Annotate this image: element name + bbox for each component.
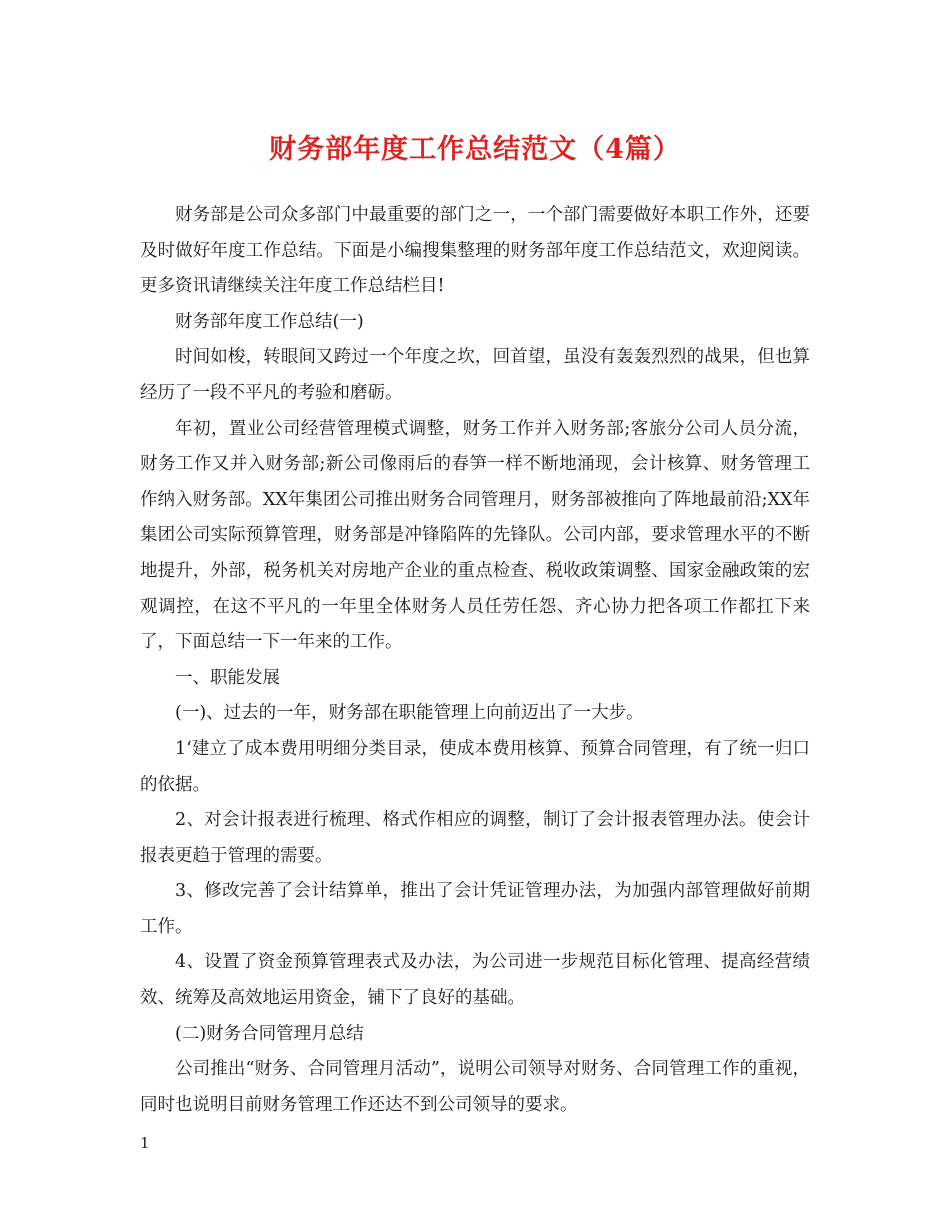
document-body <box>140 198 810 1123</box>
page-number: 1 <box>140 1134 150 1152</box>
list-item: 2、对会计报表进行梳理、格式作相应的调整，制订了会计报表管理办法。使会计报表更趋于管理的需要。 <box>140 810 810 866</box>
list-item: 4、设置了资金预算管理表式及办法，为公司进一步规范目标化管理、提高经营绩效、统筹及高效地运用资金，铺下了良好的基础。 <box>140 952 810 1009</box>
body-paragraph: 公司推出“财务、合同管理月活动”，说明公司领导对财务、合同管理工作的重视，同时也说明目前财务管理工作还达不到公司领导的要求。 <box>140 1059 810 1115</box>
section-heading-function-development: 一、职能发展 <box>175 667 280 688</box>
intro-paragraph: 财务部是公司众多部门中最重要的部门之一，一个部门需要做好本职工作外，还要及时做好年度工作总结。下面是小编搜集整理的财务部年度工作总结范文，欢迎阅读。更多资讯请继续关注年度工作总结栏目! <box>140 205 810 297</box>
subsection-heading: (一)、过去的一年，财务部在职能管理上向前迈出了一大步。 <box>175 703 644 724</box>
body-paragraph: 年初，置业公司经营管理模式调整，财务工作并入财务部;客旅分公司人员分流，财务工作又并入财务部;新公司像雨后的春笋一样不断地涌现，会计核算、财务管理工作纳入财务部。XX年集团公司推出财务合同管理月，财务部被推向了阵地最前沿;XX年集团公司实际预算管理，财务部是冲锋陷阵的先锋队。公司内部，要求管理水平的不断地提升，外部，税务机关对房地产企业的重点检查、税收政策调整、国家金融政策的宏观调控，在这不平凡的一年里全体财务人员任劳任怨、齐心协力把各项工作都扛下来了，下面总结一下一年来的工作。 <box>140 418 810 653</box>
list-item: 3、修改完善了会计结算单，推出了会计凭证管理办法，为加强内部管理做好前期工作。 <box>140 881 810 937</box>
list-item: 1‘建立了成本费用明细分类目录，使成本费用核算、预算合同管理，有了统一归口的依据。 <box>140 738 810 795</box>
section-heading-summary-one: 财务部年度工作总结(一) <box>175 311 364 332</box>
body-paragraph: 时间如梭，转眼间又跨过一个年度之坎，回首望，虽没有轰轰烈烈的战果，但也算经历了一段不平凡的考验和磨砺。 <box>140 347 810 403</box>
subsection-heading: (二)财务合同管理月总结 <box>175 1023 364 1044</box>
document-title: 财务部年度工作总结范文（4篇） <box>269 134 681 165</box>
